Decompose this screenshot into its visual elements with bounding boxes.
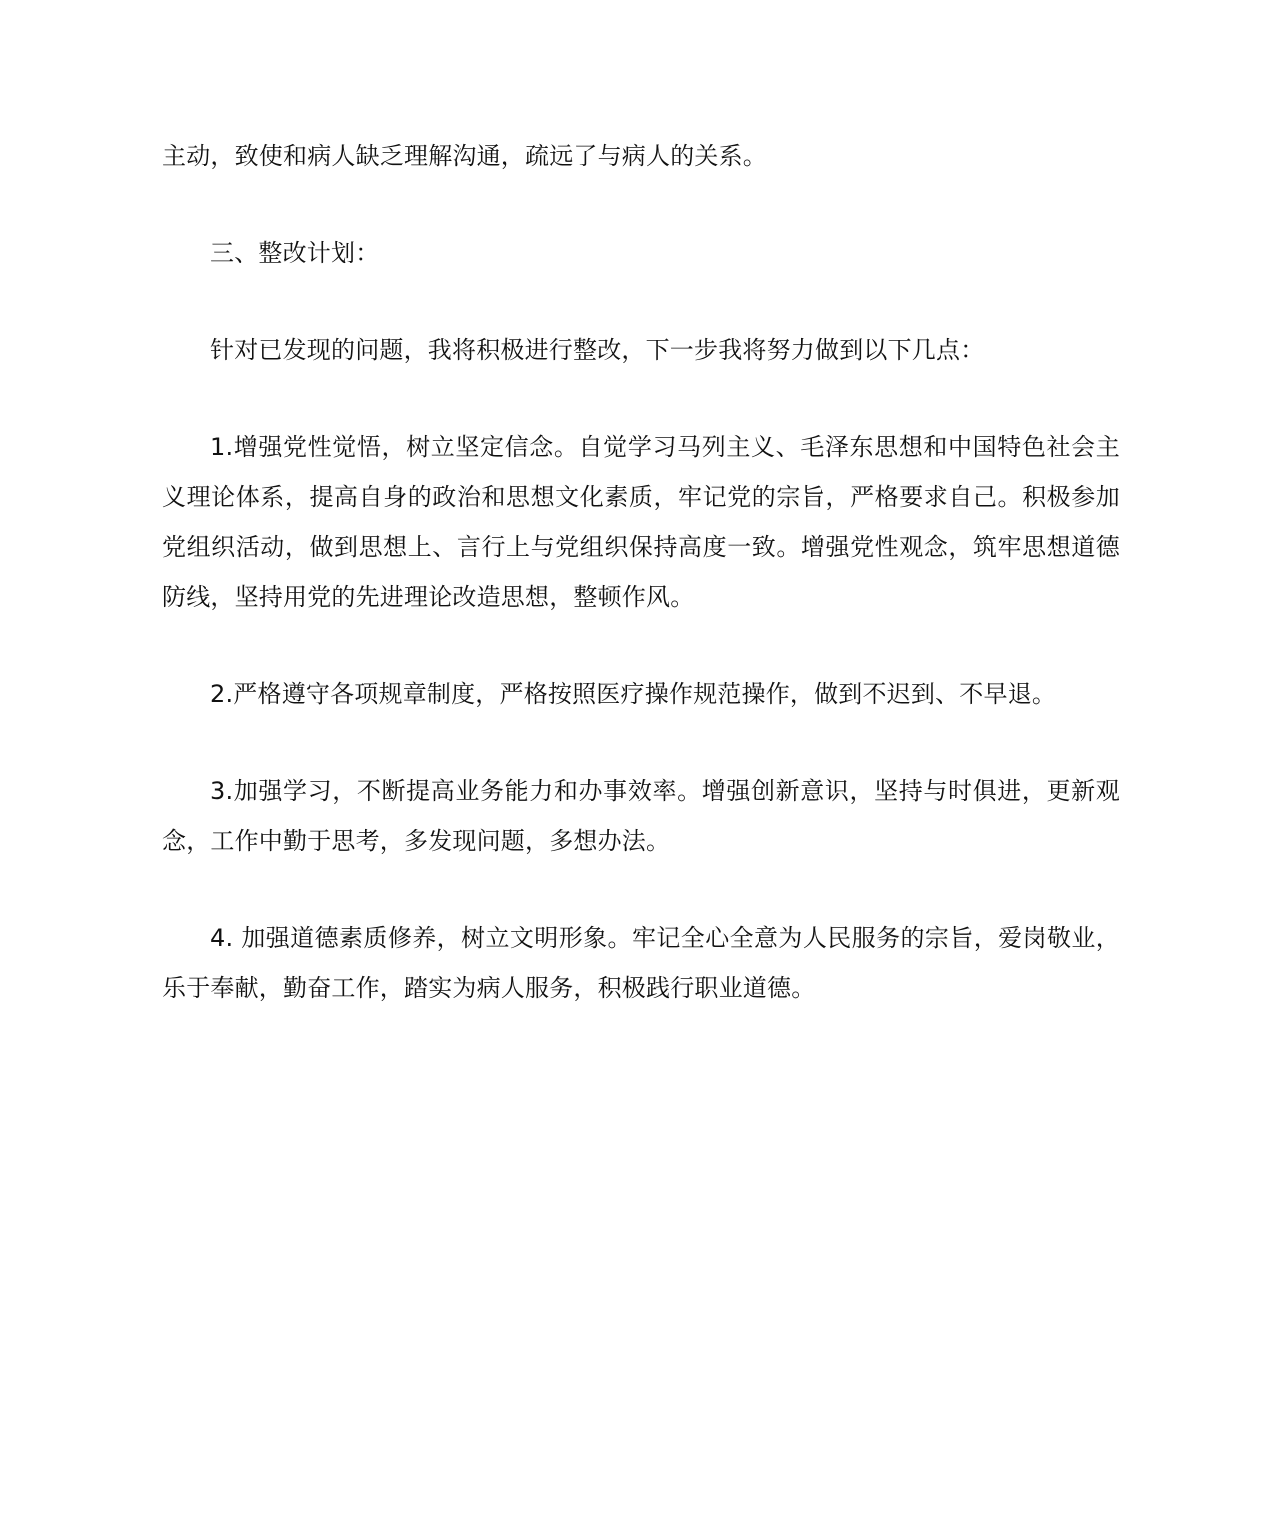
paragraph-intro: 针对已发现的问题，我将积极进行整改，下一步我将努力做到以下几点： bbox=[210, 336, 985, 364]
paragraph-item-4: 4. 加强道德素质修养，树立文明形象。牢记全心全意为人民服务的宗旨，爱岗敬业，乐于奉献，勤奋工作，踏实为病人服务，积极践行职业道德。 bbox=[162, 924, 1120, 1002]
paragraph-item-3: 3.加强学习，不断提高业务能力和办事效率。增强创新意识，坚持与时俱进，更新观念，工作中勤于思考，多发现问题，多想办法。 bbox=[162, 777, 1120, 855]
paragraph-item-1: 1.增强党性觉悟，树立坚定信念。自觉学习马列主义、毛泽东思想和中国特色社会主义理论体系，提高自身的政治和思想文化素质，牢记党的宗旨，严格要求自己。积极参加党组织活动，做到思想上、言行上与党组织保持高度一致。增强党性观念，筑牢思想道德防线，坚持用党的先进理论改造思想，整顿作风。 bbox=[162, 433, 1120, 611]
document-body bbox=[162, 131, 1120, 1060]
paragraph-item-2: 2.严格遵守各项规章制度，严格按照医疗操作规范操作，做到不迟到、不早退。 bbox=[210, 680, 1057, 708]
paragraph-continuation: 主动，致使和病人缺乏理解沟通，疏远了与病人的关系。 bbox=[162, 142, 767, 170]
section-heading-rectification-plan: 三、整改计划： bbox=[210, 239, 380, 267]
